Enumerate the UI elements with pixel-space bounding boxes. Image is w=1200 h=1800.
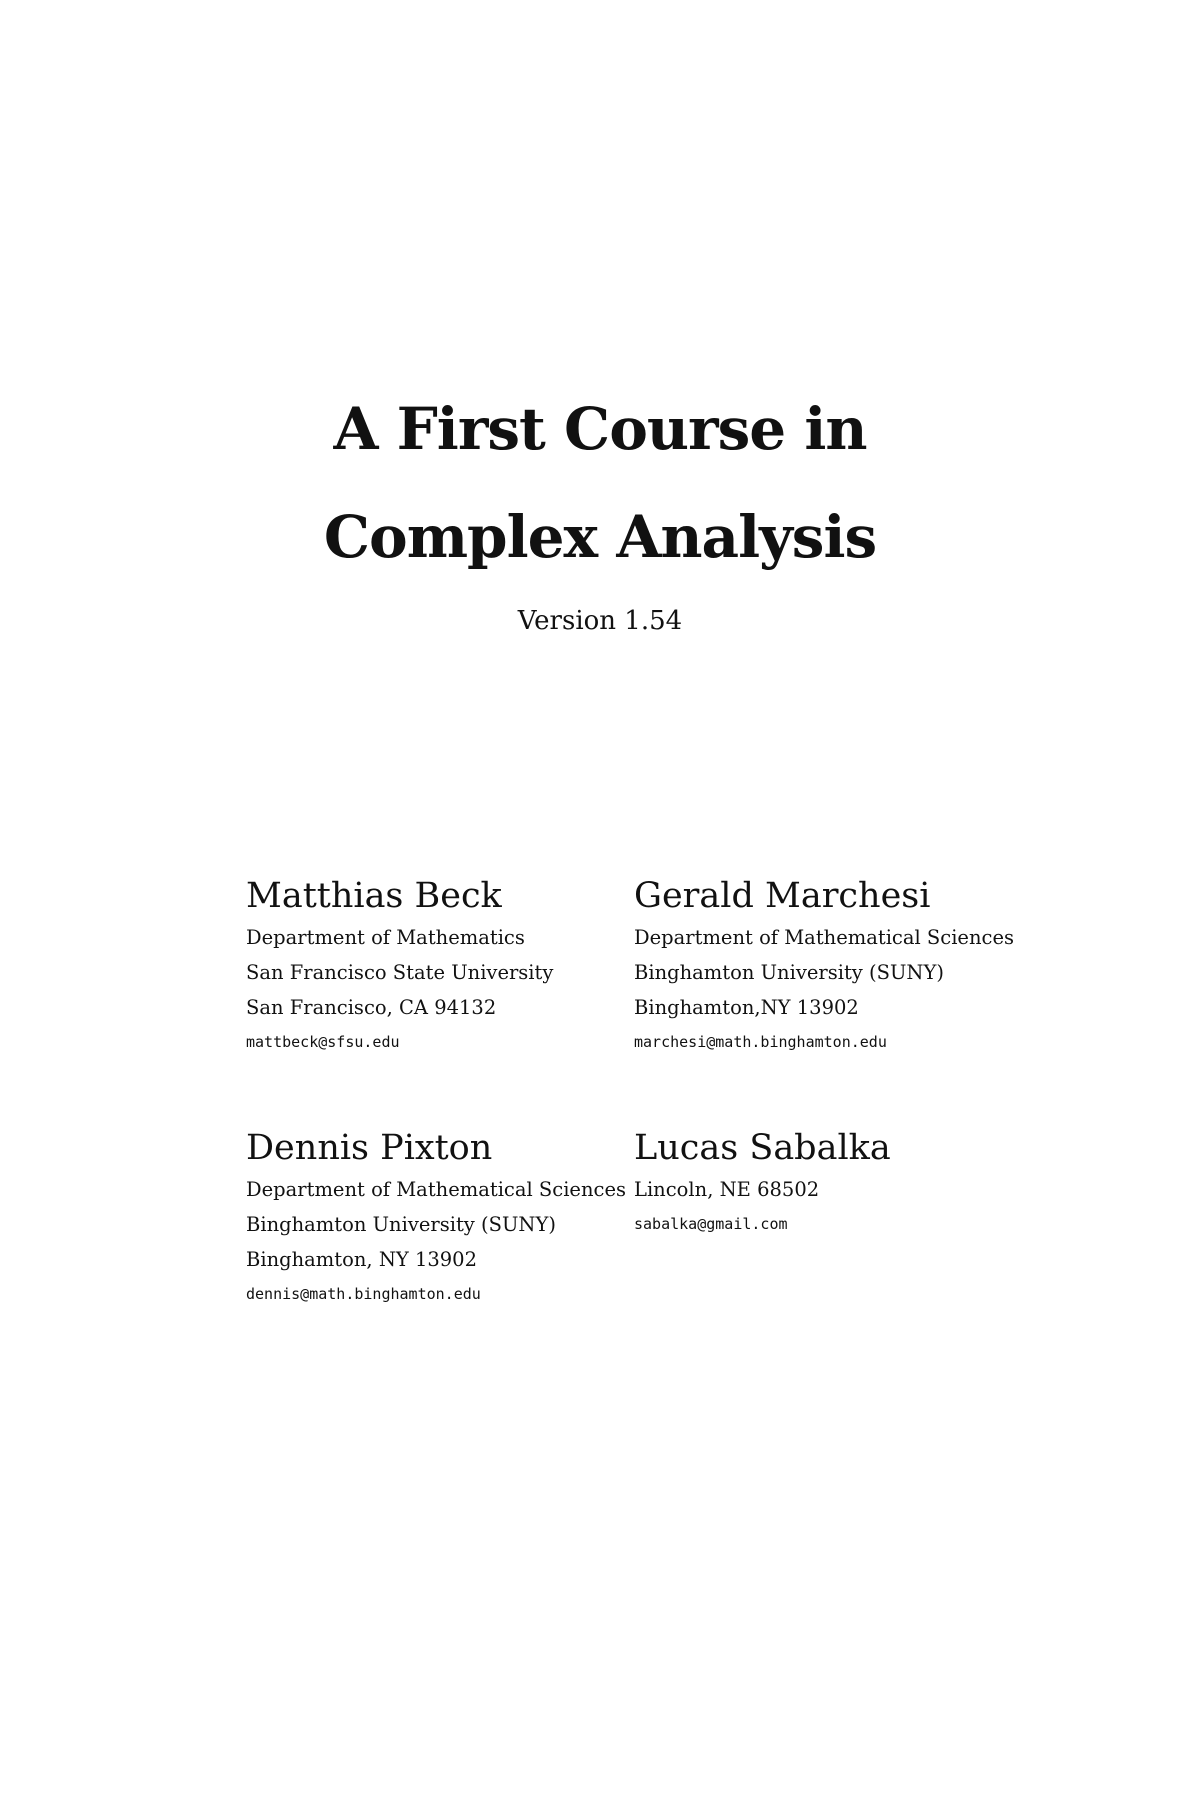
author-department: Department of Mathematics [246,926,525,949]
author-institution: Binghamton University (SUNY) [246,1213,556,1236]
author-department: Department of Mathematical Sciences [246,1178,627,1201]
author-institution: Binghamton University (SUNY) [634,961,944,984]
author-name: Lucas Sabalka [634,1128,891,1168]
author-block-pixton [246,1126,636,1312]
author-name: Dennis Pixton [246,1128,493,1168]
author-email: marchesi@math.binghamton.edu [634,1033,887,1051]
author-address: Binghamton, NY 13902 [246,1248,477,1271]
author-address: Lincoln, NE 68502 [634,1178,820,1201]
author-institution: San Francisco State University [246,961,554,984]
author-block-beck [246,874,636,1060]
author-name: Gerald Marchesi [634,876,931,916]
book-title-line-1: A First Course in [333,395,867,463]
author-block-sabalka [634,1126,1024,1242]
book-title-line-2: Complex Analysis [323,503,877,571]
author-address: San Francisco, CA 94132 [246,996,497,1019]
author-name: Matthias Beck [246,876,502,916]
author-email: dennis@math.binghamton.edu [246,1285,481,1303]
author-block-marchesi [634,874,1024,1060]
author-address: Binghamton,NY 13902 [634,996,859,1019]
author-email: mattbeck@sfsu.edu [246,1033,400,1051]
book-title [0,375,1200,591]
version-label: Version 1.54 [517,606,683,636]
author-email: sabalka@gmail.com [634,1215,788,1233]
author-department: Department of Mathematical Sciences [634,926,1015,949]
